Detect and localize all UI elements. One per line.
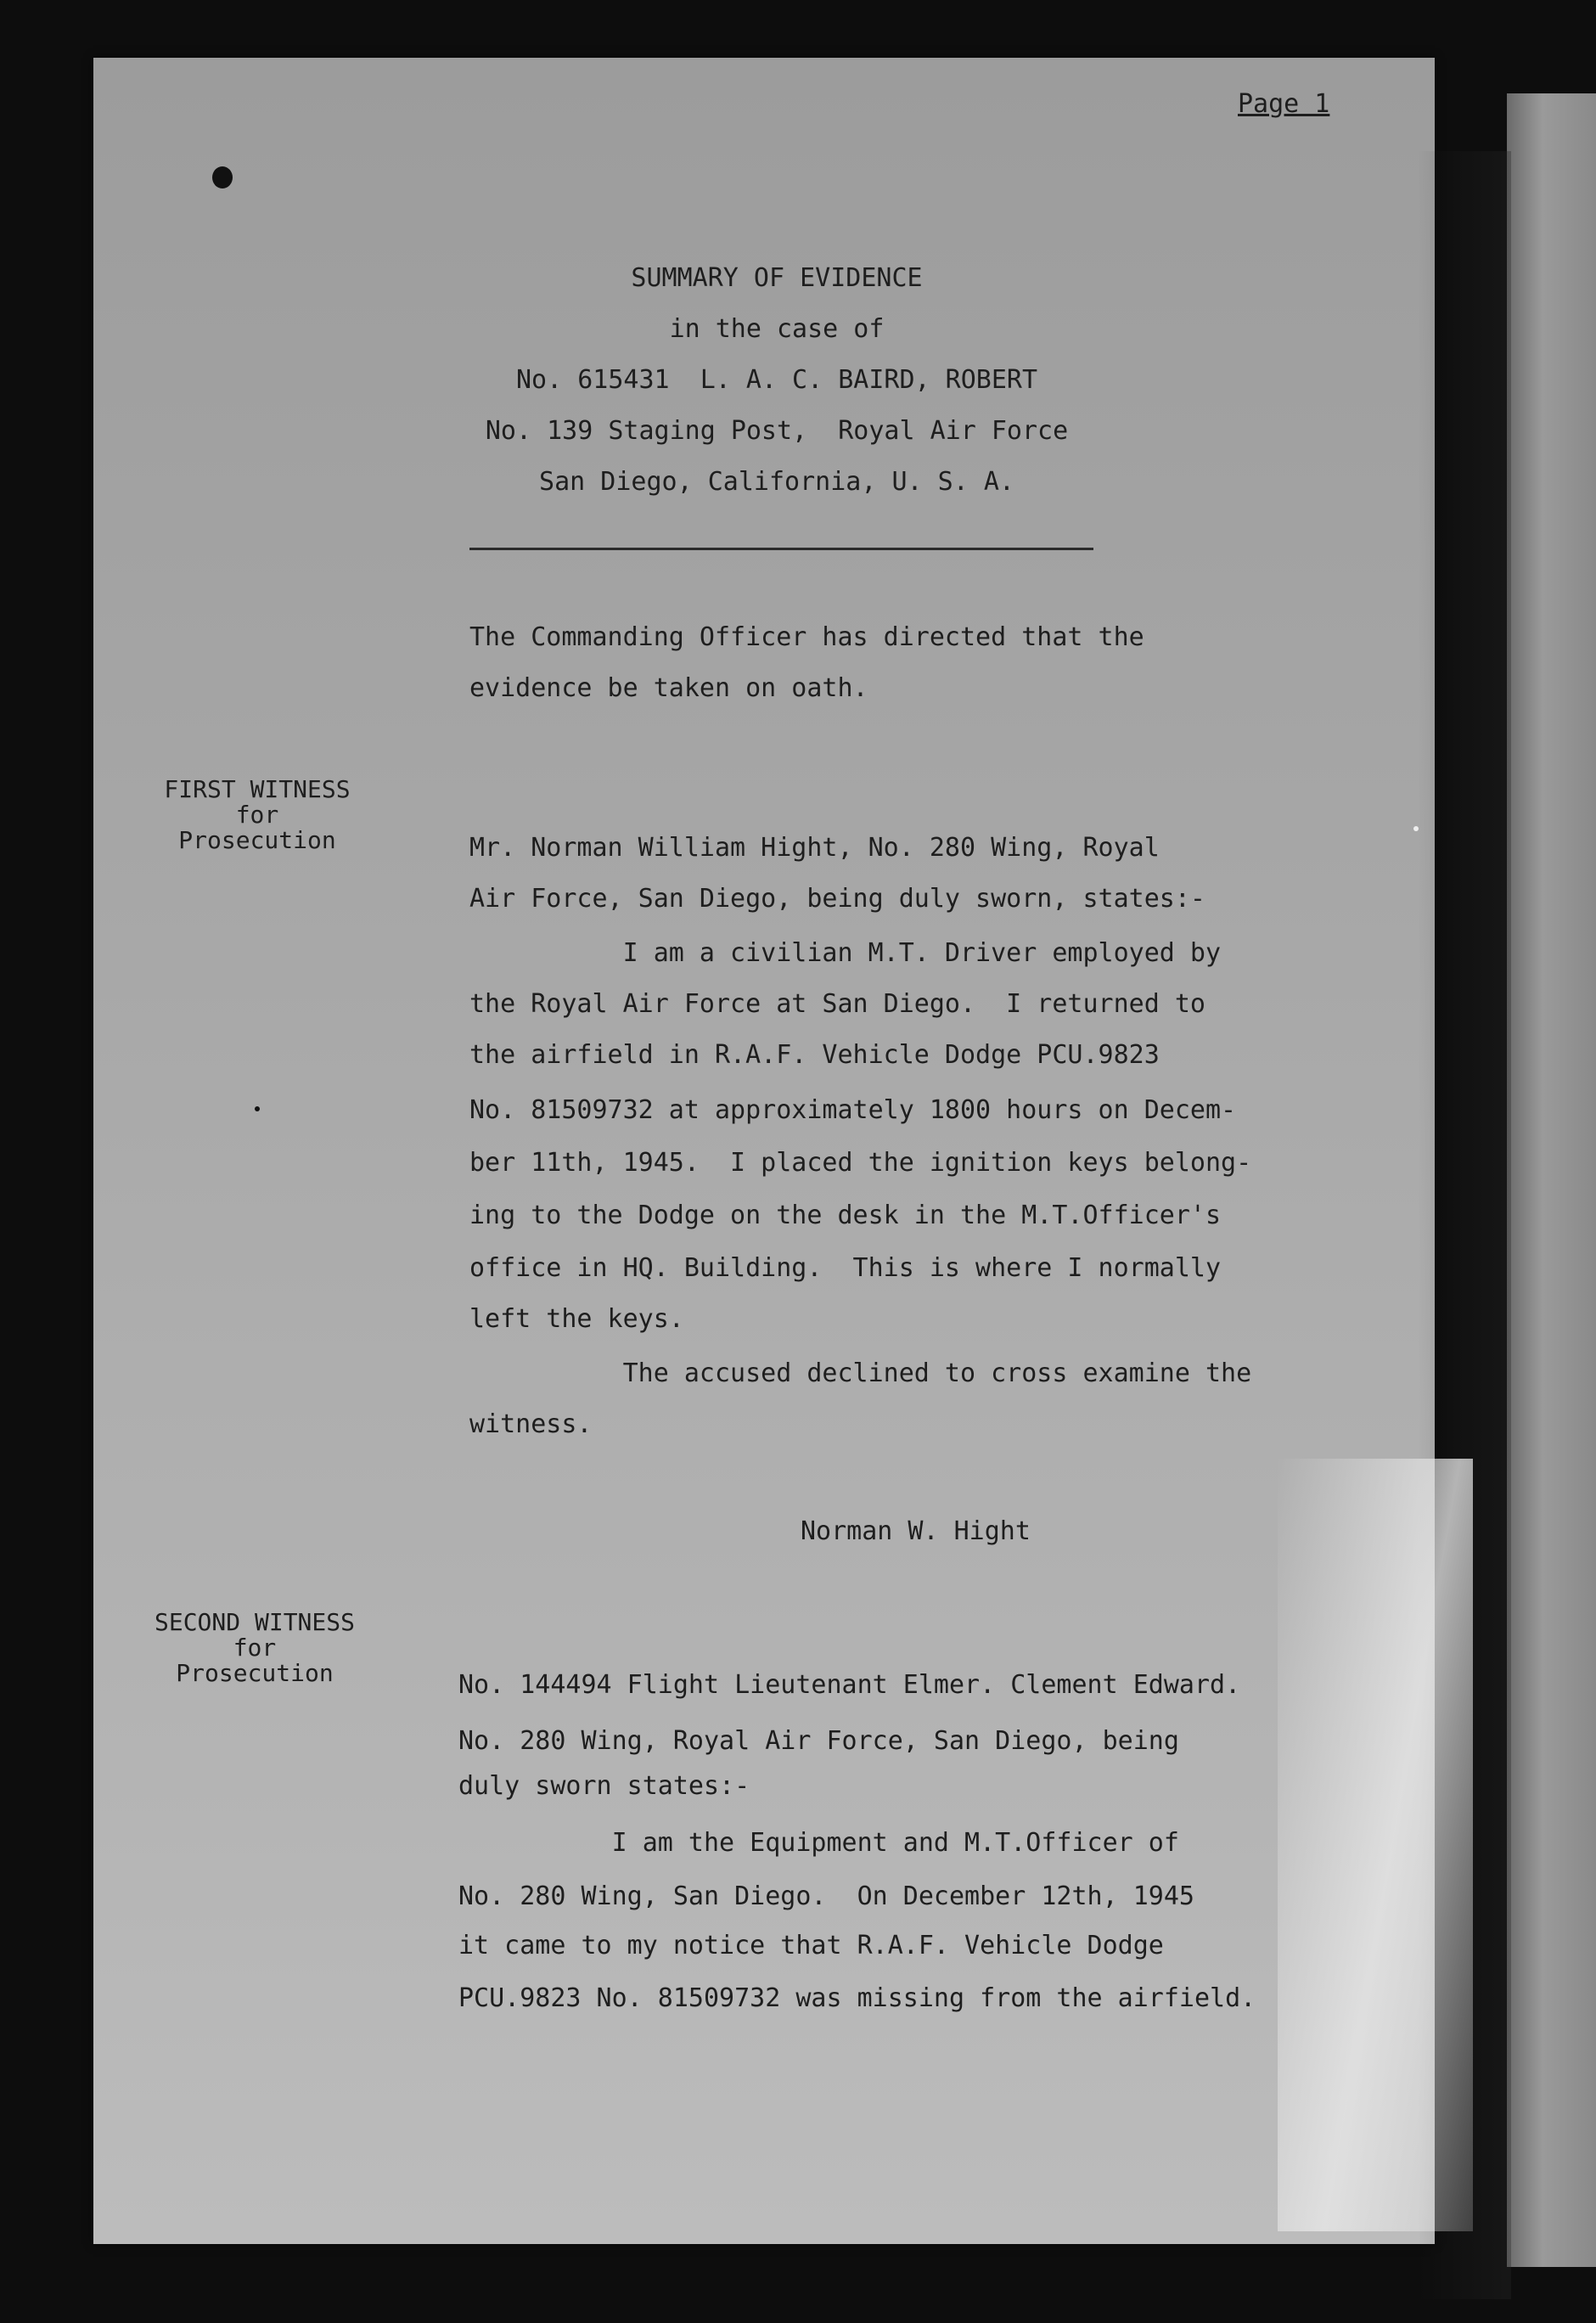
first-witness-line: I am a civilian M.T. Driver employed by xyxy=(469,938,1222,968)
first-witness-label: Prosecution xyxy=(178,826,336,854)
first-witness-line: Air Force, San Diego, being duly sworn, states:- xyxy=(469,884,1205,914)
first-witness-line: Mr. Norman William Hight, No. 280 Wing, Royal xyxy=(469,833,1160,863)
second-witness-label: for xyxy=(233,1634,277,1662)
second-witness-line: No. 144494 Flight Lieutenant Elmer. Clement Edward. xyxy=(458,1670,1241,1700)
first-witness-line: witness. xyxy=(469,1409,593,1439)
second-witness-line: No. 280 Wing, Royal Air Force, San Diego, being xyxy=(458,1726,1179,1756)
first-witness-line: ber 11th, 1945. I placed the ignition keys belong- xyxy=(469,1148,1252,1178)
speck xyxy=(1413,826,1419,831)
heading-accused: No. 615431 L. A. C. BAIRD, ROBERT xyxy=(515,365,1038,395)
heading-rule xyxy=(469,548,1093,550)
first-witness-line: ing to the Dodge on the desk in the M.T.Officer's xyxy=(469,1201,1222,1230)
document-title: SUMMARY OF EVIDENCE xyxy=(631,263,923,293)
intro-line: The Commanding Officer has directed that the xyxy=(469,622,1144,652)
second-witness-line: I am the Equipment and M.T.Officer of xyxy=(458,1828,1179,1858)
ink-blot xyxy=(212,166,233,188)
first-witness-line: left the keys. xyxy=(469,1304,684,1334)
first-witness-label: FIRST WITNESS xyxy=(164,775,351,803)
second-witness-line: No. 280 Wing, San Diego. On December 12th, 1945 xyxy=(458,1881,1194,1911)
page-number: Page 1 xyxy=(1238,89,1330,119)
first-witness-line: the airfield in R.A.F. Vehicle Dodge PCU.9823 xyxy=(469,1040,1160,1070)
second-witness-line: PCU.9823 No. 81509732 was missing from the airfield. xyxy=(458,1983,1256,2013)
first-witness-line: No. 81509732 at approximately 1800 hours on Decem- xyxy=(469,1095,1237,1125)
second-witness-line: it came to my notice that R.A.F. Vehicle Dodge xyxy=(458,1931,1164,1960)
second-witness-label: SECOND WITNESS xyxy=(154,1608,355,1636)
first-witness-line: the Royal Air Force at San Diego. I returned to xyxy=(469,989,1205,1019)
adjacent-page-strip xyxy=(1507,93,1596,2267)
heading-line-2: in the case of xyxy=(669,314,885,344)
first-witness-label: for xyxy=(235,801,279,829)
first-witness-line: office in HQ. Building. This is where I normally xyxy=(469,1253,1222,1283)
second-witness-label: Prosecution xyxy=(176,1659,334,1687)
heading-location: San Diego, California, U. S. A. xyxy=(539,467,1014,497)
heading-unit: No. 139 Staging Post, Royal Air Force xyxy=(485,416,1069,446)
intro-line: evidence be taken on oath. xyxy=(469,673,868,703)
witness-signature: Norman W. Hight xyxy=(801,1516,1031,1546)
page-fold-highlight xyxy=(1278,1459,1473,2231)
first-witness-line: The accused declined to cross examine the xyxy=(469,1358,1252,1388)
second-witness-line: duly sworn states:- xyxy=(458,1771,750,1801)
speck xyxy=(255,1106,260,1111)
